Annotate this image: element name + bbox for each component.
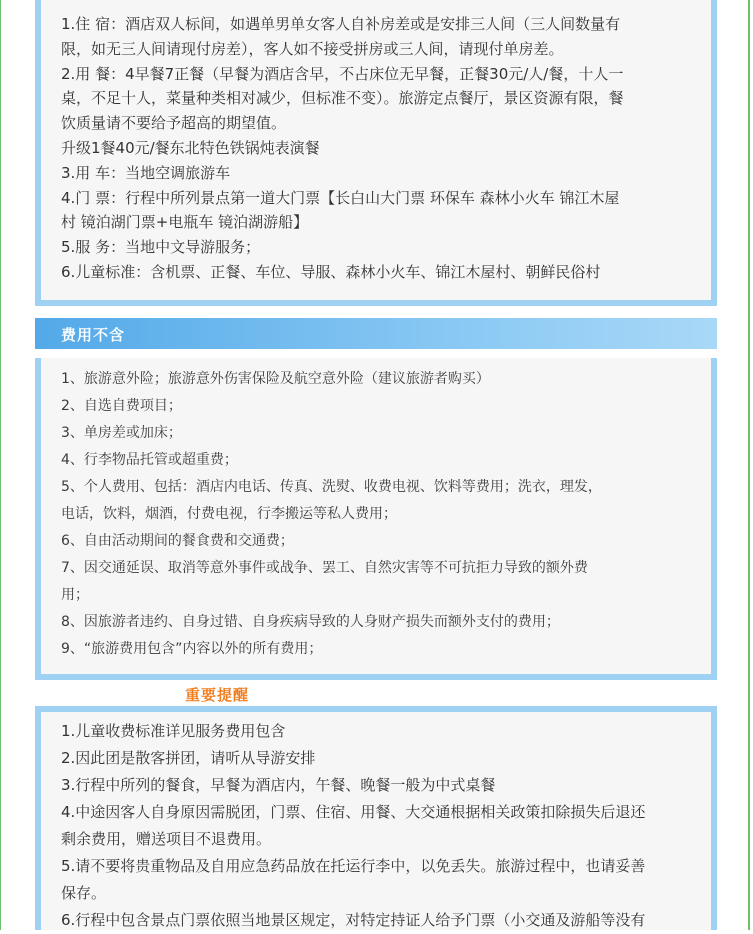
excluded-line: 电话，饮料，烟酒，付费电视，行李搬运等私人费用； [61, 506, 397, 522]
included-line: 升级1餐40元/餐东北特色铁锅炖表演餐 [61, 138, 320, 157]
reminder-title: 重要提醒 [185, 686, 250, 704]
excluded-header [35, 318, 717, 349]
included-line: 1.住 宿：酒店双人标间，如遇单男单女客人自补房差或是安排三人间（三人间数量有 [61, 15, 621, 33]
excluded-line: 4、行李物品托管或超重费； [61, 452, 238, 468]
included-line: 5.服 务：当地中文导游服务； [61, 238, 261, 257]
excluded-title: 费用不含 [61, 326, 126, 344]
excluded-line: 7、因交通延误、取消等意外事件或战争、罢工、自然灾害等不可抗拒力导致的额外费 [61, 560, 588, 576]
reminder-line: 2.因此团是散客拼团，请听从导游安排 [61, 749, 316, 767]
excluded-list [61, 366, 695, 663]
excluded-line: 6、自由活动期间的餐食费和交通费； [61, 533, 294, 549]
included-line: 2.用 餐：4早餐7正餐（早餐为酒店含早，不占床位无早餐，正餐30元/人/餐，十人一 [61, 64, 624, 83]
reminder-line: 4.中途因客人自身原因需脱团，门票、住宿、用餐、大交通根据相关政策扣除损失后退还 [61, 803, 646, 821]
included-line: 4.门 票：行程中所列景点第一道大门票【长白山大门票 环保车 森林小火车 锦江木屋 [61, 188, 620, 207]
excluded-line: 8、因旅游者违约、自身过错、自身疾病导致的人身财产损失而额外支付的费用； [61, 614, 560, 630]
included-line: 6.儿童标准：含机票、正餐、车位、导服、森林小火车、锦江木屋村、朝鲜民俗村 [61, 262, 601, 281]
reminder-list [61, 718, 695, 934]
reminder-section [35, 706, 717, 930]
included-section [35, 0, 717, 306]
reminder-line: 1.儿童收费标准详见服务费用包含 [61, 722, 286, 740]
reminder-line: 5.请不要将贵重物品及自用应急药品放在托运行李中，以免丢失。旅游过程中，也请妥善 [61, 857, 646, 875]
included-line: 3.用 车：当地空调旅游车 [61, 163, 231, 182]
included-line: 村 镜泊湖门票+电瓶车 镜泊湖游船】 [61, 213, 309, 232]
excluded-line: 9、“旅游费用包含”内容以外的所有费用； [61, 641, 323, 657]
reminder-line: 保存。 [61, 884, 107, 902]
excluded-section [35, 358, 717, 680]
reminder-line: 剩余费用，赠送项目不退费用。 [61, 830, 272, 848]
included-line: 饮质量请不要给予超高的期望值。 [61, 114, 287, 133]
excluded-line: 1、旅游意外险；旅游意外伤害保险及航空意外险（建议旅游者购买） [61, 371, 490, 387]
included-line: 限，如无三人间请现付房差），客人如不接受拼房或三人间，请现付单房差。 [61, 39, 564, 58]
excluded-line: 用； [61, 587, 89, 603]
included-line: 桌，不足十人，菜量种类相对减少，但标准不变）。旅游定点餐厅，景区资源有限，餐 [61, 89, 624, 108]
excluded-line: 2、自选自费项目； [61, 398, 182, 414]
excluded-line: 3、单房差或加床； [61, 425, 182, 441]
excluded-line: 5、个人费用、包括：酒店内电话、传真、洗熨、收费电视、饮料等费用；洗衣，理发， [61, 479, 602, 495]
reminder-line: 3.行程中所列的餐食，早餐为酒店内，午餐、晚餐一般为中式桌餐 [61, 776, 496, 794]
reminder-line: 6.行程中包含景点门票依照当地景区规定，对特定持证人给予门票（小交通及游船等没有 [61, 911, 646, 929]
included-list [61, 12, 695, 285]
